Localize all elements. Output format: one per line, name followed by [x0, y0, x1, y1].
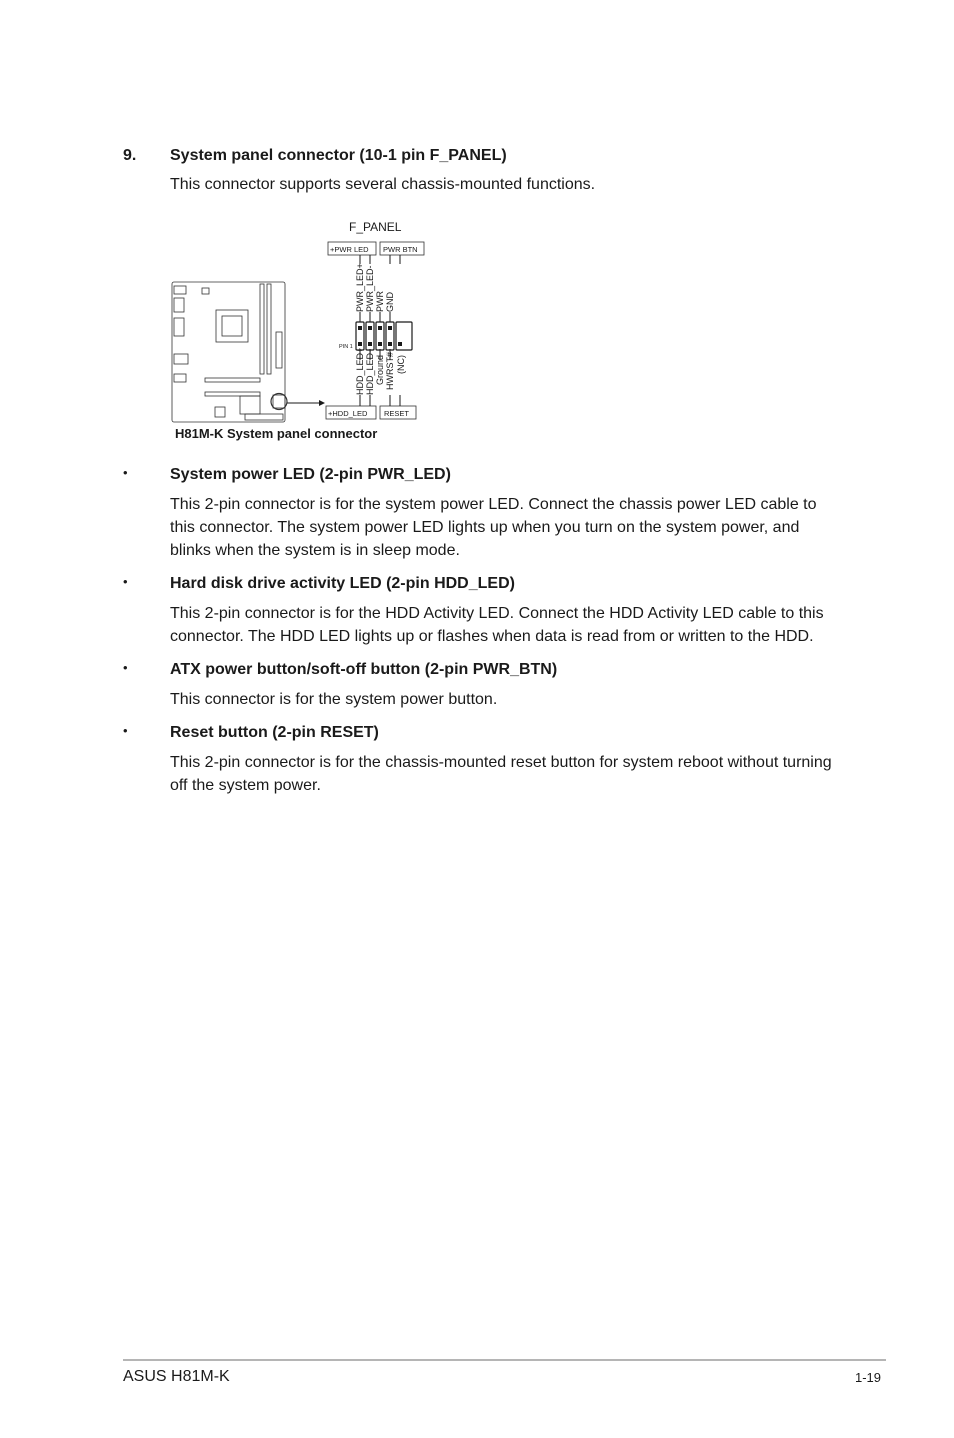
bullet-icon: • [123, 723, 128, 738]
panel-connector-diagram [160, 214, 450, 449]
section-intro: This connector supports several chassis-mounted functions. [170, 176, 596, 193]
pin-label-hdd-led-plus: HDD_LED+ [355, 347, 365, 395]
figure-caption: H81M-K System panel connector [175, 426, 378, 441]
pin-label-ground: Ground [375, 354, 385, 385]
item-description: This connector is for the system power button. [170, 691, 498, 708]
section-number: 9. [123, 147, 137, 164]
item-title: Hard disk drive activity LED (2-pin HDD_LED) [170, 575, 515, 592]
list-item [120, 658, 840, 711]
connector-name: F_PANEL [349, 220, 402, 234]
pin-label-pwr-led-minus: PWR_LED- [365, 265, 375, 312]
panel-connector-figure [160, 214, 450, 449]
pin-label-gnd: GND [385, 292, 395, 312]
connector-item-list [120, 463, 840, 807]
motherboard-illustration [172, 282, 287, 422]
pin-label-pwr: PWR [375, 291, 385, 312]
item-description: This 2-pin connector is for the system power LED. Connect the chassis power LED cable to this connector. The system power LED lights up when you turn on the system power, and blinks when the system is in sleep mode. [170, 496, 817, 559]
item-title: System power LED (2-pin PWR_LED) [170, 466, 451, 483]
item-description: This 2-pin connector is for the chassis-mounted reset button for system reboot without turning off the system power. [170, 754, 832, 794]
bullet-icon: • [123, 574, 128, 589]
pin-label-pwr-led-plus: PWR_LED+ [355, 263, 365, 312]
footer-divider [123, 1359, 886, 1361]
list-item [120, 721, 840, 797]
item-title: ATX power button/soft-off button (2-pin PWR_BTN) [170, 661, 558, 678]
pin-label-hdd-led-minus: HDD_LED- [365, 349, 375, 395]
list-item [120, 463, 840, 562]
pin-label-hwrst: HWRST# [385, 352, 395, 390]
item-title: Reset button (2-pin RESET) [170, 724, 379, 741]
group-label-pwr-led: +PWR LED [330, 245, 369, 254]
footer-product-name: ASUS H81M-K [123, 1368, 230, 1385]
group-label-hdd-led: +HDD_LED [328, 409, 368, 418]
footer-page-number: 1-19 [855, 1370, 882, 1385]
section-title: System panel connector (10-1 pin F_PANEL) [170, 147, 507, 164]
pin1-label: PIN 1 [339, 344, 353, 350]
group-label-reset: RESET [384, 409, 410, 418]
pin-label-nc: (NC) [396, 355, 406, 374]
group-label-pwr-btn: PWR BTN [383, 245, 418, 254]
item-description: This 2-pin connector is for the HDD Activity LED. Connect the HDD Activity LED cable to this connector. The HDD LED lights up or flashes when data is read from or written to the HDD. [170, 605, 824, 645]
bullet-icon: • [123, 660, 128, 675]
pin-header [356, 322, 412, 350]
list-item [120, 572, 840, 648]
bullet-icon: • [123, 465, 128, 480]
